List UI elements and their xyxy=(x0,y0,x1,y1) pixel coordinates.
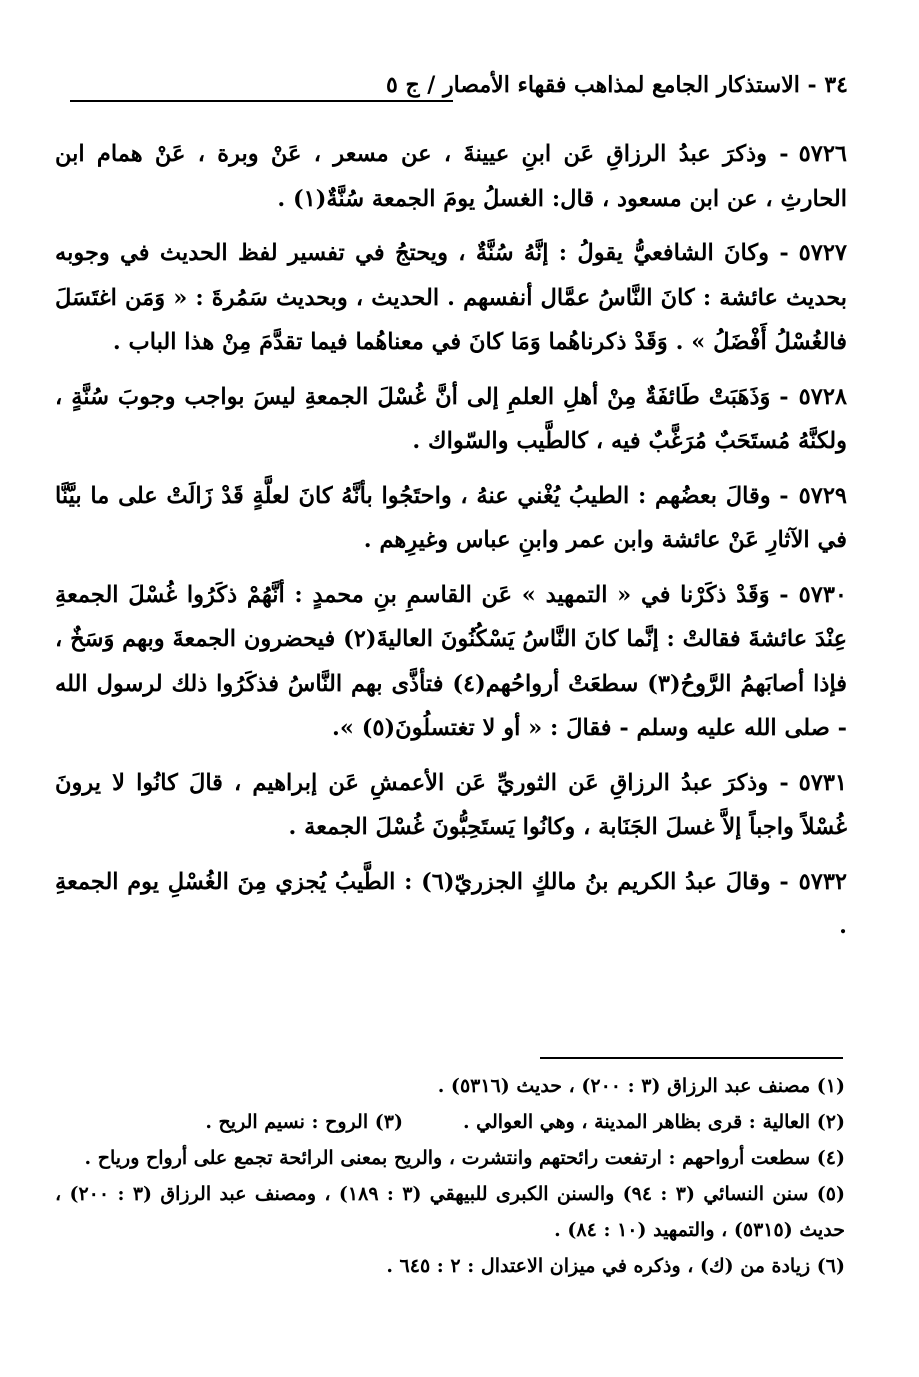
footnote-6: (٦) زيادة من (ك) ، وذكره في ميزان الاعتدال : ٢ : ٦٤٥ . xyxy=(386,1255,845,1277)
paragraph-5731 xyxy=(55,761,847,850)
footnote-3: (٣) الروح : نسيم الريح . xyxy=(205,1111,403,1133)
header-rule xyxy=(70,100,453,102)
paragraph-5732 xyxy=(55,860,847,949)
main-text xyxy=(55,132,847,949)
paragraph-text: - وَذَهَبَتْ طَائفَةٌ مِنْ أهلِ العلمِ إلى أنَّ غُسْلَ الجمعةِ ليسَ بواجب وجوبَ سُنَّةٍ ، ولكنَّهُ مُستَحَبٌ مُرَغَّبٌ فيه ، كالطَّيب والسّواك . xyxy=(55,383,847,454)
running-header xyxy=(385,72,848,106)
paragraph-number: ٥٧٣٢ xyxy=(798,868,847,895)
paragraph-number: ٥٧٢٨ xyxy=(798,383,847,410)
footnote-2: (٢) العالية : قرى بظاهر المدينة ، وهي العوالي . xyxy=(462,1111,845,1133)
paragraph-text: - وقالَ عبدُ الكريم بنُ مالكٍ الجزريّ(٦) : الطَّيبُ يُجزي مِنَ الغُسْلِ يوم الجمعةِ . xyxy=(55,868,847,939)
paragraph-5728 xyxy=(55,375,847,464)
paragraph-text: - وَقَدْ ذكَرْنا في « التمهيد » عَن القاسمِ بنِ محمدٍ : أنَّهُمْ ذكَرُوا غُسْلَ الجمعةِ عِنْدَ عائشةَ فقالتْ : إنَّما كانَ النَّاسُ يَسْكُنُونَ العاليةَ(٢) فيحضرون الجمعةَ وبهم وَسَخٌ ، فإذا أصابَهمُ الرَّوحُ(٣) سطعَتْ أرواحُهم(٤) فتأذَّى بهم النَّاسُ فذكَرُوا ذلك لرسول الله - صلى الله عليه وسلم - فقالَ : « أو لا تغتسلُونَ(٥) ». xyxy=(55,581,847,741)
paragraph-5730 xyxy=(55,573,847,751)
paragraph-text: - وذكرَ عبدُ الرزاقِ عَن ابنِ عيينةَ ، عن مسعر ، عَنْ وبرة ، عَنْ همام ابن الحارثِ ، عن ابن مسعود ، قال: الغسلُ يومَ الجمعة سُنَّةٌ(١) . xyxy=(55,141,847,212)
paragraph-text: - وذكرَ عبدُ الرزاقِ عَن الثوريِّ عَن الأعمشِ عَن إبراهيم ، قالَ كانُوا لا يرونَ غُسْلاً واجباً إلاَّ غسلَ الجَنَابة ، وكانُوا يَستَحِبُّونَ غُسْلَ الجمعة . xyxy=(55,769,847,840)
paragraph-5726 xyxy=(55,132,847,221)
paragraph-number: ٥٧٣١ xyxy=(798,769,847,796)
paragraph-5727 xyxy=(55,231,847,365)
paragraph-number: ٥٧٢٩ xyxy=(798,482,847,509)
paragraph-number: ٥٧٣٠ xyxy=(798,581,847,608)
footnote-2-3 xyxy=(55,1104,845,1140)
paragraph-number: ٥٧٢٧ xyxy=(798,240,847,266)
footnote-5: (٥) سنن النسائي (٣ : ٩٤) والسنن الكبرى للبيهقي (٣ : ١٨٩) ، ومصنف عبد الرزاق (٣ : ٢٠٠) ، حديث (٥٣١٥) ، والتمهيد (١٠ : ٨٤) . xyxy=(55,1183,846,1241)
paragraph-5729 xyxy=(55,474,847,563)
paragraph-text: - وكانَ الشافعيُّ يقولُ : إنَّهُ سُنَّةٌ ، ويحتجُ في تفسير لفظ الحديث في وجوبه بحديث عائشة : كانَ النَّاسُ عمَّال أنفسهم . الحديث ، وبحديث سَمُرةَ : « وَمَن اغتَسَلَ فالغُسْلُ أَفْضَلُ » . وَقَدْ ذكرناهُما وَمَا كانَ في معناهُما فيما تقدَّمَ مِنْ هذا الباب . xyxy=(55,240,847,355)
page-number: ٣٤ xyxy=(824,72,848,98)
paragraph-number: ٥٧٢٦ xyxy=(798,141,847,167)
footnote-4: (٤) سطعت أرواحهم : ارتفعت رائحتهم وانتشرت ، والريح بمعنى الرائحة تجمع على أرواح ورياح . xyxy=(84,1147,845,1169)
footnote-1: (١) مصنف عبد الرزاق (٣ : ٢٠٠) ، حديث (٥٣١٦) . xyxy=(437,1075,845,1097)
footnotes xyxy=(55,1068,845,1284)
header-title: - الاستذكار الجامع لمذاهب فقهاء الأمصار / ج ٥ xyxy=(385,72,817,98)
paragraph-text: - وقالَ بعضُهم : الطيبُ يُغْني عنهُ ، واحتَجُوا بأنَّهُ كانَ لعلَّةٍ قَدْ زَالَتْ على ما بيَّنَّا في الآثارِ عَنْ عائشة وابن عمر وابنِ عباس وغيرِهم . xyxy=(55,482,847,553)
footnote-rule xyxy=(540,1057,843,1059)
